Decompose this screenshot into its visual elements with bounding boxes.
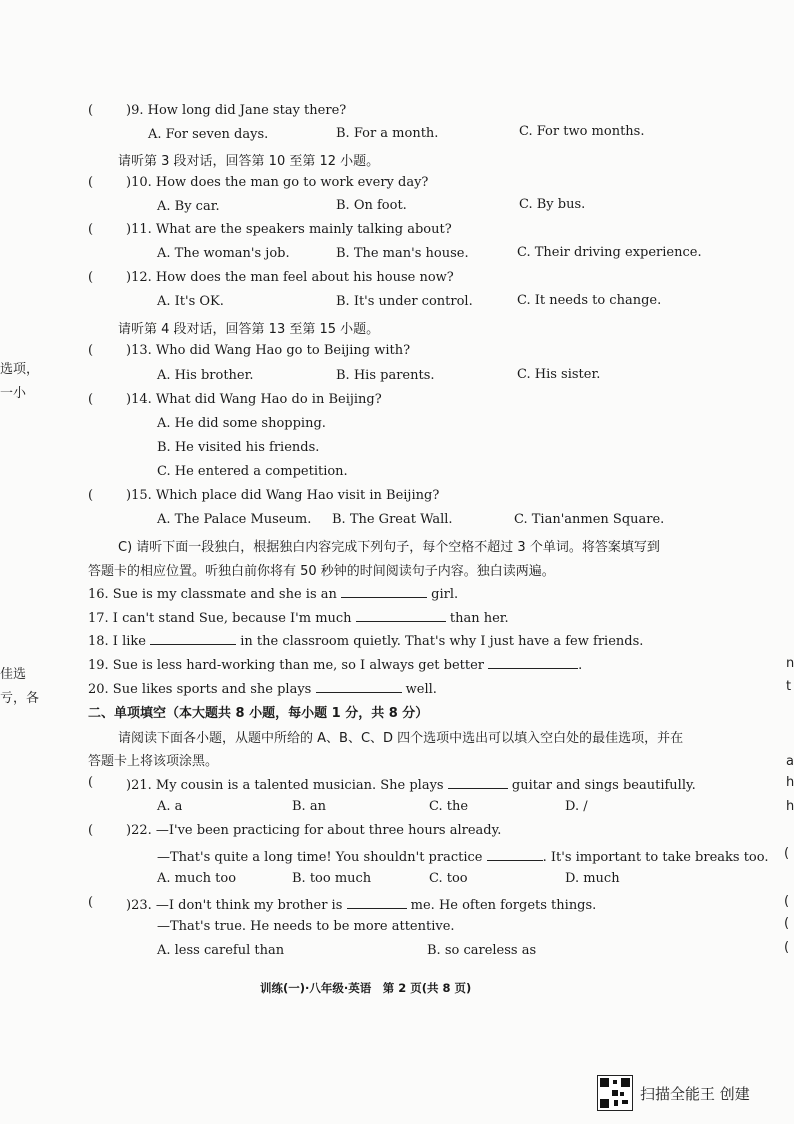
q9-stem: )9. How long did Jane stay there? [126,103,347,118]
q9-option-b: B. For a month. [336,126,439,141]
part-c-instruction-line2: 答题卡的相应位置。听独白前你将有 50 秒钟的时间阅读句子内容。独白读两遍。 [88,564,555,579]
q11-option-b: B. The man's house. [336,246,469,261]
q14-option-a: A. He did some shopping. [157,416,326,431]
q21-option-b: B. an [292,799,326,814]
q13-paren: ( [88,343,94,358]
sentence-18-blank[interactable] [150,631,236,645]
section-2-instruction-line1: 请阅读下面各小题，从题中所给的 A、B、C、D 四个选项中选出可以填入空白处的最佳选项，并在 [118,731,684,746]
right-edge-text-3: a [786,754,794,769]
q12-option-b: B. It's under control. [336,294,473,309]
qr-code-icon [597,1075,633,1111]
q21-blank[interactable] [448,775,508,789]
q21-option-c: C. the [429,799,469,814]
q12-option-a: A. It's OK. [157,294,224,309]
q10-paren: ( [88,175,94,190]
section-2-title: 二、单项填空（本大题共 8 小题，每小题 1 分，共 8 分） [88,706,429,721]
q15-stem: )15. Which place did Wang Hao visit in Beijing? [126,488,440,503]
q23-line1-tail: me. He often forgets things. [410,898,597,913]
q22-paren: ( [88,823,94,838]
q12-stem: )12. How does the man feel about his house now? [126,270,454,285]
q9-option-c: C. For two months. [519,124,645,139]
q15-option-b: B. The Great Wall. [332,512,453,527]
q23-option-b: B. so careless as [427,943,537,958]
q22-option-d: D. much [565,871,620,886]
q12-paren: ( [88,270,94,285]
q9-paren: ( [88,103,94,118]
q14-option-c: C. He entered a competition. [157,464,348,479]
q15-option-a: A. The Palace Museum. [157,512,312,527]
q22-line1: )22. —I've been practicing for about three hours already. [126,823,502,838]
q13-stem: )13. Who did Wang Hao go to Beijing with? [126,343,411,358]
q21-option-a: A. a [157,799,183,814]
right-edge-text-6: ( [784,846,790,861]
q22-option-b: B. too much [292,871,372,886]
sentence-16 [88,584,458,602]
q23-blank[interactable] [347,895,407,909]
q22-blank[interactable] [487,847,543,861]
sentence-20-blank[interactable] [316,679,402,693]
right-edge-text-1: n [786,656,794,671]
left-edge-text-4: 亏，各 [0,691,40,706]
q11-paren: ( [88,222,94,237]
sentence-19-blank[interactable] [488,655,578,669]
q10-option-a: A. By car. [157,199,220,214]
q22-line2-tail: . It's important to take breaks too. [542,850,769,865]
q21-stem-tail: guitar and sings beautifully. [511,778,696,793]
q15-option-c: C. Tian'anmen Square. [514,512,665,527]
sentence-17-text: 17. I can't stand Sue, because I'm much [88,611,352,626]
page-footer: 训练(一)·八年级·英语 第 2 页(共 8 页) [260,981,472,995]
section-2-instruction-line2: 答题卡上将该项涂黑。 [88,754,219,769]
q15-paren: ( [88,488,94,503]
scanner-watermark: 扫描全能王 创建 [640,1085,750,1103]
sentence-16-text: 16. Sue is my classmate and she is an [88,587,337,602]
right-edge-text-7: ( [784,894,790,909]
sentence-20-tail: well. [405,682,437,697]
q14-stem: )14. What did Wang Hao do in Beijing? [126,392,382,407]
right-edge-text-2: t [786,679,792,694]
sentence-19-text: 19. Sue is less hard-working than me, so I always get better [88,658,484,673]
right-edge-text-8: ( [784,916,790,931]
q22-line2 [157,847,768,865]
q21-stem-text: )21. My cousin is a talented musician. She plays [126,778,444,793]
q23-option-a: A. less careful than [157,943,285,958]
sentence-17-blank[interactable] [356,608,446,622]
left-edge-text-2: 一小 [0,386,27,401]
q14-option-b: B. He visited his friends. [157,440,320,455]
q13-option-b: B. His parents. [336,368,435,383]
q23-line1-text: )23. —I don't think my brother is [126,898,343,913]
right-edge-text-5: h [786,799,794,814]
q13-option-a: A. His brother. [157,368,254,383]
q11-stem: )11. What are the speakers mainly talking about? [126,222,452,237]
q23-paren: ( [88,895,94,910]
sentence-16-blank[interactable] [341,584,427,598]
part-c-instruction-line1: C) 请听下面一段独白，根据独白内容完成下列句子，每个空格不超过 3 个单词。将答案填写到 [118,540,660,555]
q11-option-a: A. The woman's job. [157,246,290,261]
q14-paren: ( [88,392,94,407]
sentence-19-tail: . [578,658,583,673]
q21-option-d: D. / [565,799,588,814]
sentence-18 [88,631,643,649]
q13-option-c: C. His sister. [517,367,601,382]
instruction-dialogue-3: 请听第 3 段对话，回答第 10 至第 12 小题。 [118,154,380,169]
sentence-20-text: 20. Sue likes sports and she plays [88,682,312,697]
q23-line1 [126,895,596,913]
q21-paren: ( [88,775,94,790]
sentence-18-tail: in the classroom quietly. That's why I just have a few friends. [240,634,644,649]
q23-line2: —That's true. He needs to be more attentive. [157,919,455,934]
right-edge-text-4: h [786,775,794,790]
sentence-17 [88,608,509,626]
sentence-16-tail: girl. [431,587,459,602]
right-edge-text-9: ( [784,940,790,955]
sentence-17-tail: than her. [449,611,509,626]
q11-option-c: C. Their driving experience. [517,245,702,260]
instruction-dialogue-4: 请听第 4 段对话，回答第 13 至第 15 小题。 [118,322,380,337]
sentence-20 [88,679,437,697]
sentence-19 [88,655,582,673]
q10-option-c: C. By bus. [519,197,586,212]
sentence-18-text: 18. I like [88,634,146,649]
q9-option-a: A. For seven days. [148,127,269,142]
q22-line2-text: —That's quite a long time! You shouldn't practice [157,850,483,865]
left-edge-text-3: 佳选 [0,667,27,682]
q22-option-a: A. much too [157,871,237,886]
q10-stem: )10. How does the man go to work every day? [126,175,429,190]
q21-stem [126,775,696,793]
q10-option-b: B. On foot. [336,198,407,213]
q22-option-c: C. too [429,871,468,886]
q12-option-c: C. It needs to change. [517,293,662,308]
left-edge-text-1: 选项， [0,362,40,377]
